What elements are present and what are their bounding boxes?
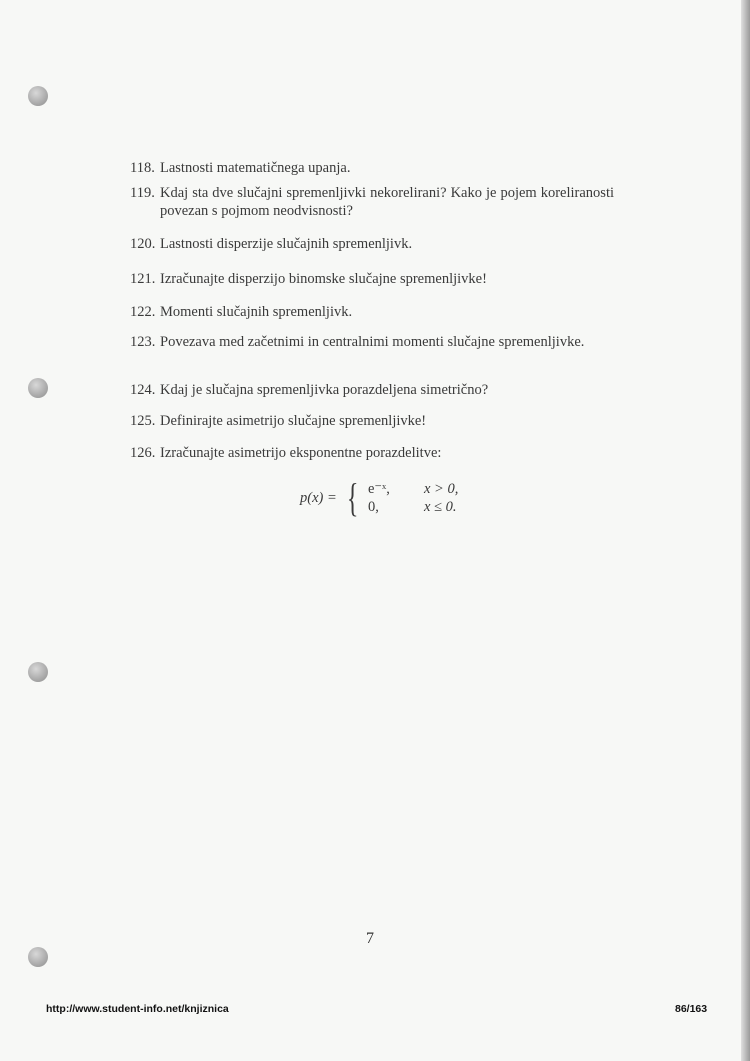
question-text: Kdaj je slučajna spremenljivka porazdeljena simetrično? [160, 382, 489, 398]
question-121 [130, 270, 614, 288]
question-126 [130, 444, 614, 462]
question-text: Lastnosti disperzije slučajnih spremenljivk. [160, 236, 413, 252]
question-text: Izračunajte disperzijo binomske slučajne spremenljivke! [160, 271, 487, 287]
question-125 [130, 412, 614, 430]
question-118 [130, 159, 614, 177]
case-2-condition: x ≤ 0. [423, 499, 457, 515]
punch-hole [28, 662, 48, 682]
question-122 [130, 303, 614, 321]
left-brace: { [346, 475, 359, 520]
formula-cases [368, 480, 458, 516]
question-number: 119. [130, 185, 155, 201]
punch-hole [28, 86, 48, 106]
question-text: Povezava med začetnimi in centralnimi momenti slučajne spremenljivke. [160, 334, 585, 350]
piecewise-formula [300, 475, 459, 520]
footer-url: http://www.student-info.net/knjiznica [46, 1003, 229, 1015]
question-number: 121. [130, 271, 156, 287]
question-119 [130, 184, 614, 220]
question-number: 125. [130, 413, 156, 429]
question-number: 120. [130, 236, 156, 252]
question-text: Izračunajte asimetrijo eksponentne porazdelitve: [160, 445, 442, 461]
case-1-condition: x > 0, [423, 481, 459, 497]
page-edge [741, 0, 750, 1061]
footer-page-count: 86/163 [675, 1003, 708, 1015]
punch-hole [28, 378, 48, 398]
question-number: 123. [130, 334, 156, 350]
question-number: 122. [130, 304, 156, 320]
page-number: 7 [366, 930, 374, 947]
punch-hole [28, 947, 48, 967]
case-2-value: 0, [367, 499, 379, 515]
question-number: 126. [130, 445, 156, 461]
question-123 [130, 333, 614, 351]
question-text: Definirajte asimetrijo slučajne spremenljivke! [160, 413, 427, 429]
question-124 [130, 381, 614, 399]
question-number: 124. [130, 382, 156, 398]
question-text: Kdaj sta dve slučajni spremenljivki nekorelirani? Kako je pojem koreliranosti povezan s pojmom neodvisnosti? [160, 185, 614, 219]
question-120 [130, 235, 614, 253]
case-1-value: e⁻ˣ, [367, 481, 390, 497]
formula-lhs: p(x) = [300, 489, 337, 506]
question-number: 118. [130, 160, 155, 176]
question-text: Momenti slučajnih spremenljivk. [160, 304, 353, 320]
question-text: Lastnosti matematičnega upanja. [160, 160, 351, 176]
